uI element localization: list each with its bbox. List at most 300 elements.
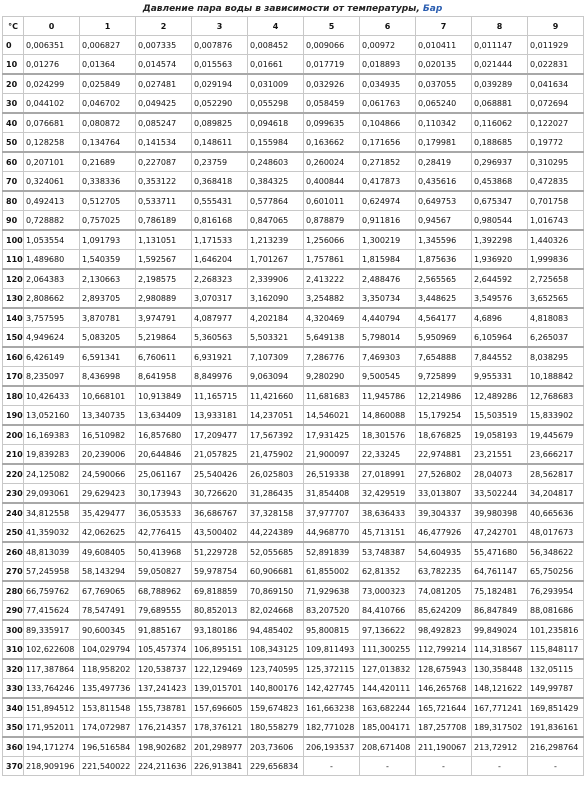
pressure-cell: 4,202184 [248, 308, 304, 328]
pressure-cell: 189,317502 [472, 718, 528, 738]
pressure-cell: 0,010411 [416, 36, 472, 55]
pressure-cell: 208,671408 [360, 737, 416, 757]
pressure-cell: 2,893705 [80, 289, 136, 309]
pressure-cell: 0,055298 [248, 94, 304, 114]
pressure-cell: 148,121622 [472, 679, 528, 699]
pressure-cell: 146,265768 [416, 679, 472, 699]
temperature-cell: 150 [3, 328, 24, 348]
table-row [3, 562, 584, 582]
pressure-cell: 7,844552 [472, 347, 528, 367]
pressure-cell: 59,050827 [136, 562, 192, 582]
pressure-cell: 0,099635 [304, 113, 360, 133]
pressure-cell: 13,052160 [24, 406, 80, 426]
pressure-cell: 0,072694 [528, 94, 584, 114]
pressure-cell: 17,931425 [304, 425, 360, 445]
pressure-cell: 4,949624 [24, 328, 80, 348]
pressure-cell: 0,128258 [24, 133, 80, 153]
pressure-cell: 1,701267 [248, 250, 304, 270]
header-cell-digit: 5 [304, 17, 360, 36]
pressure-cell: - [416, 757, 472, 776]
pressure-cell: 7,107309 [248, 347, 304, 367]
pressure-cell: 12,214986 [416, 386, 472, 406]
pressure-cell: 22,974881 [416, 445, 472, 465]
pressure-cell: 165,721644 [416, 698, 472, 718]
pressure-cell: 0,116062 [472, 113, 528, 133]
pressure-cell: 0,324061 [24, 172, 80, 192]
pressure-cell: 41,359032 [24, 523, 80, 543]
pressure-cell: 3,448625 [416, 289, 472, 309]
pressure-cell: 0,094618 [248, 113, 304, 133]
pressure-cell: 0,068881 [472, 94, 528, 114]
temperature-cell: 270 [3, 562, 24, 582]
pressure-cell: 0,00972 [360, 36, 416, 55]
temperature-cell: 370 [3, 757, 24, 776]
pressure-cell: 26,519338 [304, 464, 360, 484]
pressure-cell: 5,083205 [80, 328, 136, 348]
pressure-cell: 0,816168 [192, 211, 248, 231]
pressure-cell: 15,833902 [528, 406, 584, 426]
table-row [3, 230, 584, 250]
pressure-cell: 88,081686 [528, 601, 584, 621]
pressure-cell: 12,768683 [528, 386, 584, 406]
pressure-cell: 12,489286 [472, 386, 528, 406]
pressure-cell: 114,318567 [472, 640, 528, 660]
pressure-cell: 102,622608 [24, 640, 80, 660]
pressure-cell: 0,022831 [528, 55, 584, 75]
temperature-cell: 230 [3, 484, 24, 504]
pressure-cell: 0,435616 [416, 172, 472, 192]
pressure-cell: 0,104866 [360, 113, 416, 133]
pressure-cell: 101,235816 [528, 620, 584, 640]
temperature-cell: 40 [3, 113, 24, 133]
table-row [3, 542, 584, 562]
pressure-cell: 8,641958 [136, 367, 192, 387]
pressure-cell: 0,01276 [24, 55, 80, 75]
pressure-cell: 2,808662 [24, 289, 80, 309]
pressure-cell: 1,999836 [528, 250, 584, 270]
temperature-cell: 80 [3, 191, 24, 211]
pressure-cell: 47,242701 [472, 523, 528, 543]
pressure-cell: 25,061167 [136, 464, 192, 484]
pressure-cell: 3,162090 [248, 289, 304, 309]
temperature-cell: 170 [3, 367, 24, 387]
pressure-cell: 31,286435 [248, 484, 304, 504]
pressure-cell: 1,345596 [416, 230, 472, 250]
pressure-cell: 6,931921 [192, 347, 248, 367]
pressure-cell: 80,852013 [192, 601, 248, 621]
pressure-cell: 3,652565 [528, 289, 584, 309]
pressure-cell: 0,338336 [80, 172, 136, 192]
pressure-cell: 174,072987 [80, 718, 136, 738]
pressure-cell: 221,540022 [80, 757, 136, 776]
pressure-cell: 128,675943 [416, 659, 472, 679]
pressure-cell: 0,008452 [248, 36, 304, 55]
pressure-cell: 57,245958 [24, 562, 80, 582]
temperature-cell: 10 [3, 55, 24, 75]
pressure-cell: 21,057825 [192, 445, 248, 465]
pressure-cell: 163,682244 [360, 698, 416, 718]
pressure-cell: 0,512705 [80, 191, 136, 211]
pressure-cell: 61,855002 [304, 562, 360, 582]
table-row [3, 269, 584, 289]
pressure-cell: 39,980398 [472, 503, 528, 523]
pressure-cell: 2,980889 [136, 289, 192, 309]
table-row [3, 601, 584, 621]
pressure-cell: 0,19772 [528, 133, 584, 153]
temperature-cell: 130 [3, 289, 24, 309]
pressure-cell: 7,286776 [304, 347, 360, 367]
pressure-cell: 19,058193 [472, 425, 528, 445]
pressure-cell: 25,540426 [192, 464, 248, 484]
pressure-cell: 0,041634 [528, 74, 584, 94]
pressure-cell: 171,952011 [24, 718, 80, 738]
vapor-pressure-table [2, 16, 584, 776]
pressure-cell: 23,21551 [472, 445, 528, 465]
pressure-cell: 0,015563 [192, 55, 248, 75]
pressure-cell: 1,646204 [192, 250, 248, 270]
pressure-cell: 1,171533 [192, 230, 248, 250]
temperature-cell: 180 [3, 386, 24, 406]
pressure-cell: 0,122027 [528, 113, 584, 133]
table-row [3, 308, 584, 328]
pressure-cell: 105,457374 [136, 640, 192, 660]
table-row [3, 36, 584, 55]
table-row [3, 94, 584, 114]
pressure-cell: 0,065240 [416, 94, 472, 114]
pressure-cell: 4,6896 [472, 308, 528, 328]
pressure-cell: 112,799214 [416, 640, 472, 660]
pressure-cell: 187,257708 [416, 718, 472, 738]
pressure-cell: 1,936920 [472, 250, 528, 270]
pressure-cell: 0,384325 [248, 172, 304, 192]
pressure-cell: 10,426433 [24, 386, 80, 406]
pressure-cell: 36,686767 [192, 503, 248, 523]
pressure-cell: 0,786189 [136, 211, 192, 231]
pressure-cell: 28,562817 [528, 464, 584, 484]
pressure-cell: 2,565565 [416, 269, 472, 289]
pressure-cell: 0,034935 [360, 74, 416, 94]
pressure-cell: 16,169383 [24, 425, 80, 445]
pressure-cell: 75,182481 [472, 581, 528, 601]
pressure-cell: 59,978754 [192, 562, 248, 582]
pressure-cell: 229,656834 [248, 757, 304, 776]
pressure-cell: 1,489680 [24, 250, 80, 270]
pressure-cell: 50,413968 [136, 542, 192, 562]
temperature-cell: 280 [3, 581, 24, 601]
pressure-cell: 0,911816 [360, 211, 416, 231]
pressure-cell: 13,340735 [80, 406, 136, 426]
pressure-cell: 94,485402 [248, 620, 304, 640]
pressure-cell: 0,029194 [192, 74, 248, 94]
table-row [3, 640, 584, 660]
pressure-cell: 0,058459 [304, 94, 360, 114]
temperature-cell: 250 [3, 523, 24, 543]
table-row [3, 347, 584, 367]
pressure-cell: 0,007335 [136, 36, 192, 55]
pressure-cell: 20,239006 [80, 445, 136, 465]
pressure-cell: 0,031009 [248, 74, 304, 94]
pressure-cell: 198,902682 [136, 737, 192, 757]
pressure-cell: 29,629423 [80, 484, 136, 504]
pressure-cell: 0,006351 [24, 36, 80, 55]
pressure-cell: 109,811493 [304, 640, 360, 660]
pressure-cell: 0,353122 [136, 172, 192, 192]
pressure-cell: 4,440794 [360, 308, 416, 328]
pressure-cell: 1,131051 [136, 230, 192, 250]
temperature-cell: 190 [3, 406, 24, 426]
pressure-cell: 5,219864 [136, 328, 192, 348]
pressure-cell: 206,193537 [304, 737, 360, 757]
pressure-cell: 2,488476 [360, 269, 416, 289]
pressure-cell: 117,387864 [24, 659, 80, 679]
pressure-cell: 169,851429 [528, 698, 584, 718]
pressure-cell: 0,085247 [136, 113, 192, 133]
pressure-cell: 216,298764 [528, 737, 584, 757]
pressure-cell: 213,72912 [472, 737, 528, 757]
table-row [3, 581, 584, 601]
pressure-cell: 73,000323 [360, 581, 416, 601]
pressure-cell: 33,502244 [472, 484, 528, 504]
temperature-cell: 20 [3, 74, 24, 94]
pressure-cell: 5,503321 [248, 328, 304, 348]
table-row [3, 133, 584, 153]
pressure-cell: 89,335917 [24, 620, 80, 640]
pressure-cell: 0,601011 [304, 191, 360, 211]
pressure-cell: 62,81352 [360, 562, 416, 582]
pressure-cell: 0,037055 [416, 74, 472, 94]
temperature-cell: 200 [3, 425, 24, 445]
pressure-cell: 104,029794 [80, 640, 136, 660]
pressure-cell: 226,913841 [192, 757, 248, 776]
pressure-cell: 15,503519 [472, 406, 528, 426]
pressure-cell: 77,415624 [24, 601, 80, 621]
pressure-cell: 130,358448 [472, 659, 528, 679]
pressure-cell: 2,413222 [304, 269, 360, 289]
pressure-cell: 0,368418 [192, 172, 248, 192]
pressure-cell: 6,760611 [136, 347, 192, 367]
pressure-cell: 153,811548 [80, 698, 136, 718]
pressure-cell: 15,179254 [416, 406, 472, 426]
pressure-cell: 106,895151 [192, 640, 248, 660]
pressure-cell: 9,063094 [248, 367, 304, 387]
pressure-cell: 123,740595 [248, 659, 304, 679]
pressure-cell: - [360, 757, 416, 776]
pressure-cell: 0,014574 [136, 55, 192, 75]
pressure-cell: 5,649138 [304, 328, 360, 348]
pressure-cell: 7,469303 [360, 347, 416, 367]
pressure-cell: 167,771241 [472, 698, 528, 718]
temperature-cell: 360 [3, 737, 24, 757]
temperature-cell: 340 [3, 698, 24, 718]
table-row [3, 113, 584, 133]
unit-link[interactable]: Бар [422, 4, 443, 14]
pressure-cell: 0,076681 [24, 113, 80, 133]
pressure-cell: 39,304337 [416, 503, 472, 523]
pressure-cell: 203,73606 [248, 737, 304, 757]
pressure-cell: 0,049425 [136, 94, 192, 114]
pressure-cell: 91,885167 [136, 620, 192, 640]
pressure-cell: 10,913849 [136, 386, 192, 406]
pressure-cell: 48,017673 [528, 523, 584, 543]
pressure-cell: 135,497736 [80, 679, 136, 699]
pressure-cell: 13,634409 [136, 406, 192, 426]
pressure-cell: 0,027481 [136, 74, 192, 94]
pressure-cell: 194,171274 [24, 737, 80, 757]
pressure-cell: 63,782235 [416, 562, 472, 582]
pressure-cell: 4,818083 [528, 308, 584, 328]
pressure-cell: 19,839283 [24, 445, 80, 465]
pressure-cell: 3,974791 [136, 308, 192, 328]
table-row [3, 718, 584, 738]
table-row [3, 679, 584, 699]
pressure-cell: 3,254882 [304, 289, 360, 309]
pressure-cell: 0,171656 [360, 133, 416, 153]
pressure-cell: 1,091793 [80, 230, 136, 250]
pressure-cell: 0,453868 [472, 172, 528, 192]
pressure-cell: 2,064383 [24, 269, 80, 289]
pressure-cell: 10,668101 [80, 386, 136, 406]
pressure-cell: 2,644592 [472, 269, 528, 289]
pressure-cell: 0,21689 [80, 152, 136, 172]
pressure-cell: 115,848117 [528, 640, 584, 660]
pressure-cell: 125,372115 [304, 659, 360, 679]
pressure-cell: 3,350734 [360, 289, 416, 309]
temperature-cell: 120 [3, 269, 24, 289]
pressure-cell: 191,836161 [528, 718, 584, 738]
pressure-cell: 155,738781 [136, 698, 192, 718]
pressure-cell: 1,053554 [24, 230, 80, 250]
pressure-cell: 42,776415 [136, 523, 192, 543]
pressure-cell: 2,339906 [248, 269, 304, 289]
pressure-cell: 84,410766 [360, 601, 416, 621]
pressure-cell: 1,875636 [416, 250, 472, 270]
pressure-cell: 10,188842 [528, 367, 584, 387]
pressure-cell: 21,900097 [304, 445, 360, 465]
title-text: Давление пара воды в зависимости от температуры, [142, 4, 420, 14]
pressure-cell: 98,492823 [416, 620, 472, 640]
pressure-cell: 43,500402 [192, 523, 248, 543]
pressure-cell: 0,007876 [192, 36, 248, 55]
pressure-cell: 0,248603 [248, 152, 304, 172]
pressure-cell: 69,818859 [192, 581, 248, 601]
pressure-cell: 1,016743 [528, 211, 584, 231]
header-cell-digit: 8 [472, 17, 528, 36]
temperature-cell: 220 [3, 464, 24, 484]
pressure-cell: 0,046702 [80, 94, 136, 114]
pressure-cell: 0,227087 [136, 152, 192, 172]
pressure-cell: 0,01661 [248, 55, 304, 75]
pressure-cell: 32,429519 [360, 484, 416, 504]
pressure-cell: 0,188685 [472, 133, 528, 153]
pressure-cell: 0,649753 [416, 191, 472, 211]
pressure-cell: 20,644846 [136, 445, 192, 465]
table-row [3, 211, 584, 231]
pressure-cell: 99,849024 [472, 620, 528, 640]
pressure-cell: 180,558279 [248, 718, 304, 738]
pressure-cell: 127,013832 [360, 659, 416, 679]
pressure-cell: 56,348622 [528, 542, 584, 562]
pressure-cell: 78,547491 [80, 601, 136, 621]
pressure-cell: 28,04073 [472, 464, 528, 484]
pressure-cell: 0,155984 [248, 133, 304, 153]
pressure-cell: 49,608405 [80, 542, 136, 562]
pressure-cell: 5,798014 [360, 328, 416, 348]
pressure-cell: 120,538737 [136, 659, 192, 679]
pressure-cell: 22,33245 [360, 445, 416, 465]
pressure-cell: 224,211636 [136, 757, 192, 776]
header-cell-digit: 0 [24, 17, 80, 36]
pressure-cell: 0,025849 [80, 74, 136, 94]
pressure-cell: 2,725658 [528, 269, 584, 289]
pressure-cell: 24,125082 [24, 464, 80, 484]
pressure-cell: 71,929638 [304, 581, 360, 601]
pressure-cell: 14,237051 [248, 406, 304, 426]
pressure-cell: 16,510982 [80, 425, 136, 445]
pressure-cell: 27,018991 [360, 464, 416, 484]
pressure-cell: 1,440326 [528, 230, 584, 250]
pressure-cell: 45,713151 [360, 523, 416, 543]
pressure-cell: 64,761147 [472, 562, 528, 582]
table-row [3, 191, 584, 211]
temperature-cell: 100 [3, 230, 24, 250]
header-cell-digit: 6 [360, 17, 416, 36]
pressure-cell: 0,728882 [24, 211, 80, 231]
pressure-cell: 142,427745 [304, 679, 360, 699]
header-cell-digit: 4 [248, 17, 304, 36]
pressure-cell: 157,696605 [192, 698, 248, 718]
pressure-cell: 122,129469 [192, 659, 248, 679]
pressure-cell: 6,426149 [24, 347, 80, 367]
pressure-cell: 3,070317 [192, 289, 248, 309]
pressure-cell: 0,577864 [248, 191, 304, 211]
pressure-cell: 0,024299 [24, 74, 80, 94]
pressure-cell: 6,265037 [528, 328, 584, 348]
pressure-cell: 0,555431 [192, 191, 248, 211]
pressure-cell: 9,725899 [416, 367, 472, 387]
pressure-cell: 0,148611 [192, 133, 248, 153]
pressure-cell: 24,590066 [80, 464, 136, 484]
pressure-cell: 0,847065 [248, 211, 304, 231]
pressure-cell: 16,857680 [136, 425, 192, 445]
pressure-cell: 0,94567 [416, 211, 472, 231]
pressure-cell: 13,933181 [192, 406, 248, 426]
pressure-cell: 0,296937 [472, 152, 528, 172]
pressure-cell: 76,293954 [528, 581, 584, 601]
pressure-cell: 58,143294 [80, 562, 136, 582]
pressure-cell: 0,052290 [192, 94, 248, 114]
pressure-cell: 0,417873 [360, 172, 416, 192]
pressure-cell: 0,400844 [304, 172, 360, 192]
pressure-cell: 4,087977 [192, 308, 248, 328]
pressure-cell: 17,567392 [248, 425, 304, 445]
pressure-cell: 34,812558 [24, 503, 80, 523]
temperature-cell: 210 [3, 445, 24, 465]
pressure-cell: 90,600345 [80, 620, 136, 640]
pressure-cell: 3,757595 [24, 308, 80, 328]
pressure-cell: 0,980544 [472, 211, 528, 231]
pressure-cell: 0,179981 [416, 133, 472, 153]
table-row [3, 55, 584, 75]
pressure-cell: 0,878879 [304, 211, 360, 231]
pressure-cell: 182,771028 [304, 718, 360, 738]
pressure-cell: 0,260024 [304, 152, 360, 172]
table-row [3, 757, 584, 776]
pressure-cell: 1,256066 [304, 230, 360, 250]
pressure-cell: 211,190067 [416, 737, 472, 757]
pressure-cell: 0,472835 [528, 172, 584, 192]
pressure-cell: 82,024668 [248, 601, 304, 621]
table-header-row [3, 17, 584, 36]
